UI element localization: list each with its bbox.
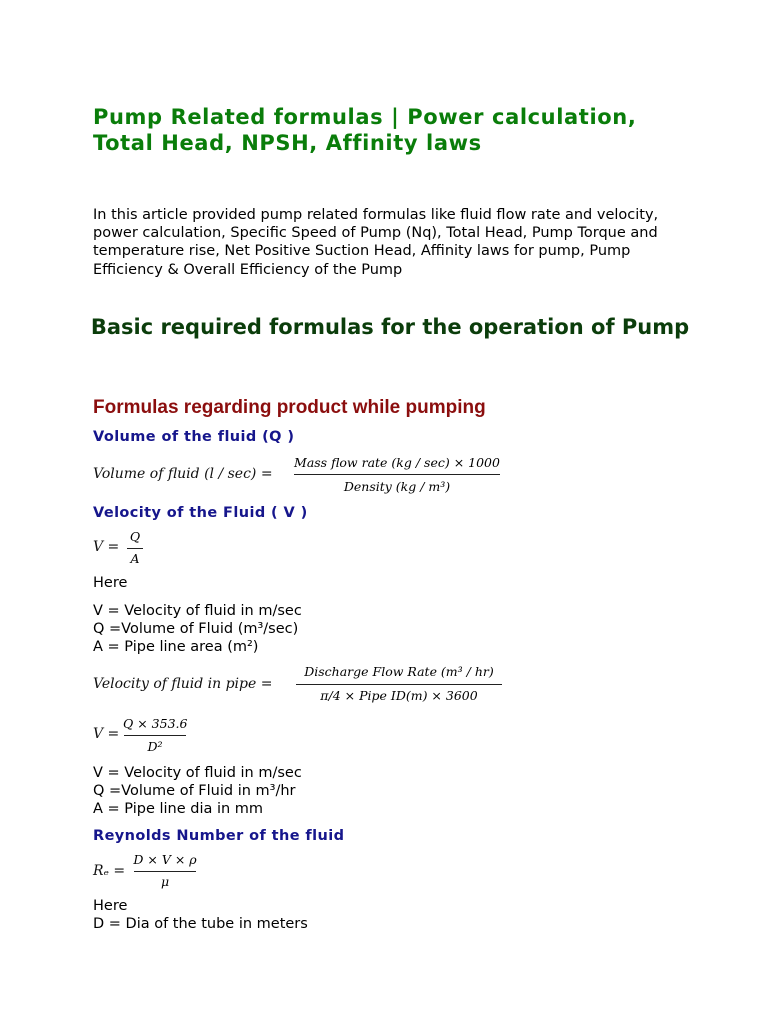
velocity-heading: Velocity of the Fluid ( V ) [93, 505, 308, 521]
intro-paragraph: In this article provided pump related formulas like fluid flow rate and velocity, power calculation, Specific Speed of Pump (Nq), Total Head, Pump Torque and temperature rise, Net Positive Suction Head, Affinity laws for pump, Pump Efficiency & Overall Efficiency of the Pump [93, 207, 659, 278]
definition-line: Q =Volume of Fluid in m³/hr [93, 783, 296, 799]
definition-line: V = Velocity of fluid in m/sec [93, 765, 302, 781]
reynolds-heading: Reynolds Number of the fluid [93, 828, 345, 844]
here-label: Here [93, 575, 128, 591]
page-title: Pump Related formulas | Power calculation, Total Head, NPSH, Affinity laws [93, 105, 637, 155]
subsection-heading: Formulas regarding product while pumping [93, 397, 486, 418]
volume-formula-lhs: Volume of fluid (l / sec) = [93, 466, 273, 482]
definition-line: A = Pipe line dia in mm [93, 801, 264, 817]
fraction-bar [124, 735, 186, 736]
fraction-bar [294, 474, 500, 475]
pipe-velocity-numerator: Discharge Flow Rate (m³ / hr) [304, 664, 494, 679]
fraction-bar [127, 548, 143, 549]
definition-line: V = Velocity of fluid in m/sec [93, 603, 302, 619]
definition-line: D = Dia of the tube in meters [93, 916, 308, 932]
fraction-bar [134, 871, 196, 872]
here-label: Here [93, 898, 128, 914]
volume-formula-denominator: Density (kg / m³) [343, 479, 451, 494]
reynolds-formula-lhs: Rₑ = [93, 863, 126, 879]
pipe-velocity-lhs: Velocity of fluid in pipe = [93, 676, 273, 692]
volume-formula-numerator: Mass flow rate (kg / sec) × 1000 [294, 455, 500, 470]
velocity-diameter-numerator: Q × 353.6 [123, 716, 188, 731]
velocity-diameter-denominator: D² [147, 739, 163, 754]
velocity-diameter-lhs: V = [93, 726, 120, 742]
fraction-bar [296, 684, 502, 685]
section-heading: Basic required formulas for the operation of Pump [90, 315, 690, 339]
definition-line: Q =Volume of Fluid (m³/sec) [93, 621, 299, 637]
velocity-formula-denominator: A [130, 551, 140, 566]
velocity-formula-numerator: Q [129, 529, 141, 544]
reynolds-formula-denominator: μ [160, 874, 170, 889]
pipe-velocity-denominator: π/4 × Pipe ID(m) × 3600 [320, 688, 478, 703]
volume-heading: Volume of the fluid (Q ) [93, 429, 295, 445]
velocity-formula-lhs: V = [93, 539, 120, 555]
definition-line: A = Pipe line area (m²) [93, 639, 259, 655]
reynolds-formula-numerator: D × V × ρ [133, 852, 197, 867]
